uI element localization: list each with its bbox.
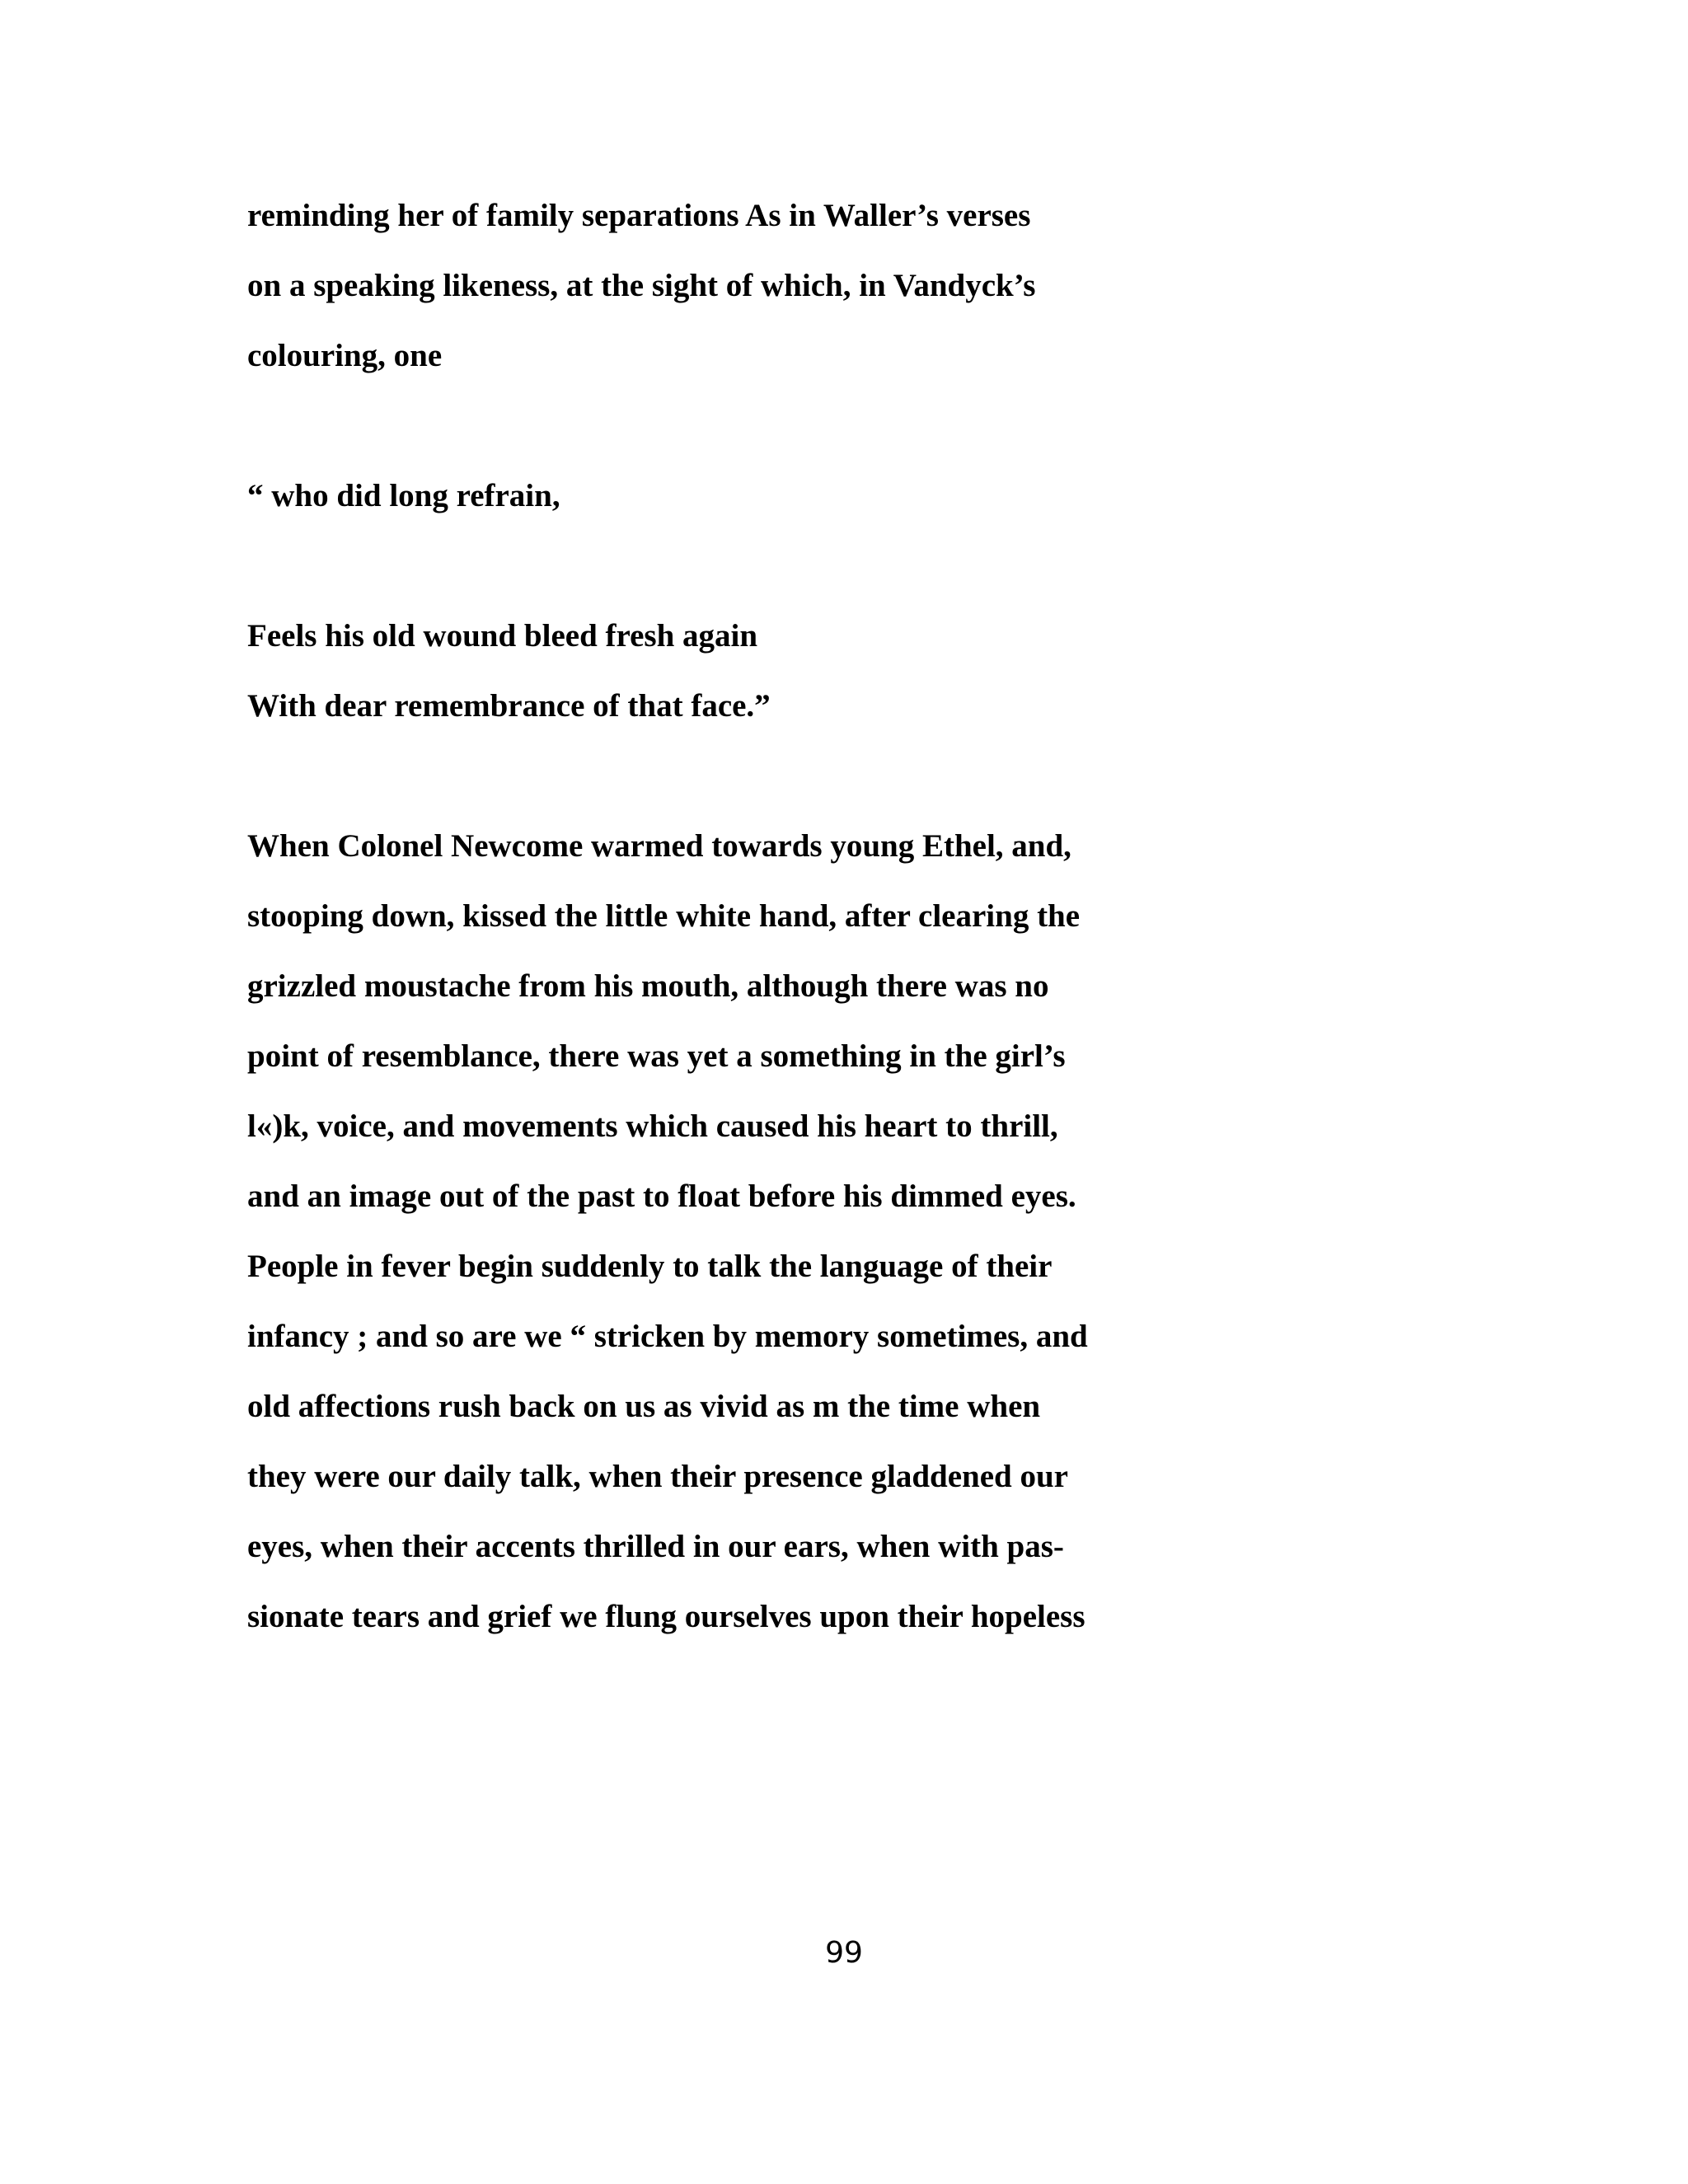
text-line: and an image out of the past to float before his dimmed eyes. — [247, 1179, 1076, 1214]
text-line: point of resemblance, there was yet a something in the girl’s — [247, 1038, 1066, 1074]
text-line: infancy ; and so are we “ stricken by memory sometimes, and — [247, 1319, 1088, 1354]
text-line: stooping down, kissed the little white hand, after clearing the — [247, 898, 1081, 934]
verse-line: “ who did long refrain, — [247, 478, 560, 513]
verse-line: Feels his old wound bleed fresh again — [247, 618, 758, 654]
text-line: they were our daily talk, when their presence gladdened our — [247, 1459, 1068, 1494]
page-number: 99 — [825, 1936, 863, 1970]
text-line: reminding her of family separations As in Waller’s verses — [247, 198, 1031, 233]
verse-line: With dear remembrance of that face.” — [247, 688, 771, 724]
text-line: When Colonel Newcome warmed towards young Ethel, and, — [247, 828, 1071, 864]
text-line: People in fever begin suddenly to talk the language of their — [247, 1249, 1053, 1284]
text-line: on a speaking likeness, at the sight of which, in Vandyck’s — [247, 268, 1036, 303]
text-line: grizzled moustache from his mouth, although there was no — [247, 968, 1049, 1004]
text-line: old affections rush back on us as vivid as m the time when — [247, 1389, 1041, 1424]
text-line: colouring, one — [247, 338, 443, 373]
text-line: l«)k, voice, and movements which caused his heart to thrill, — [247, 1108, 1058, 1144]
text-line: eyes, when their accents thrilled in our ears, when with pas- — [247, 1529, 1064, 1564]
text-line: sionate tears and grief we flung ourselves upon their hopeless — [247, 1599, 1085, 1634]
